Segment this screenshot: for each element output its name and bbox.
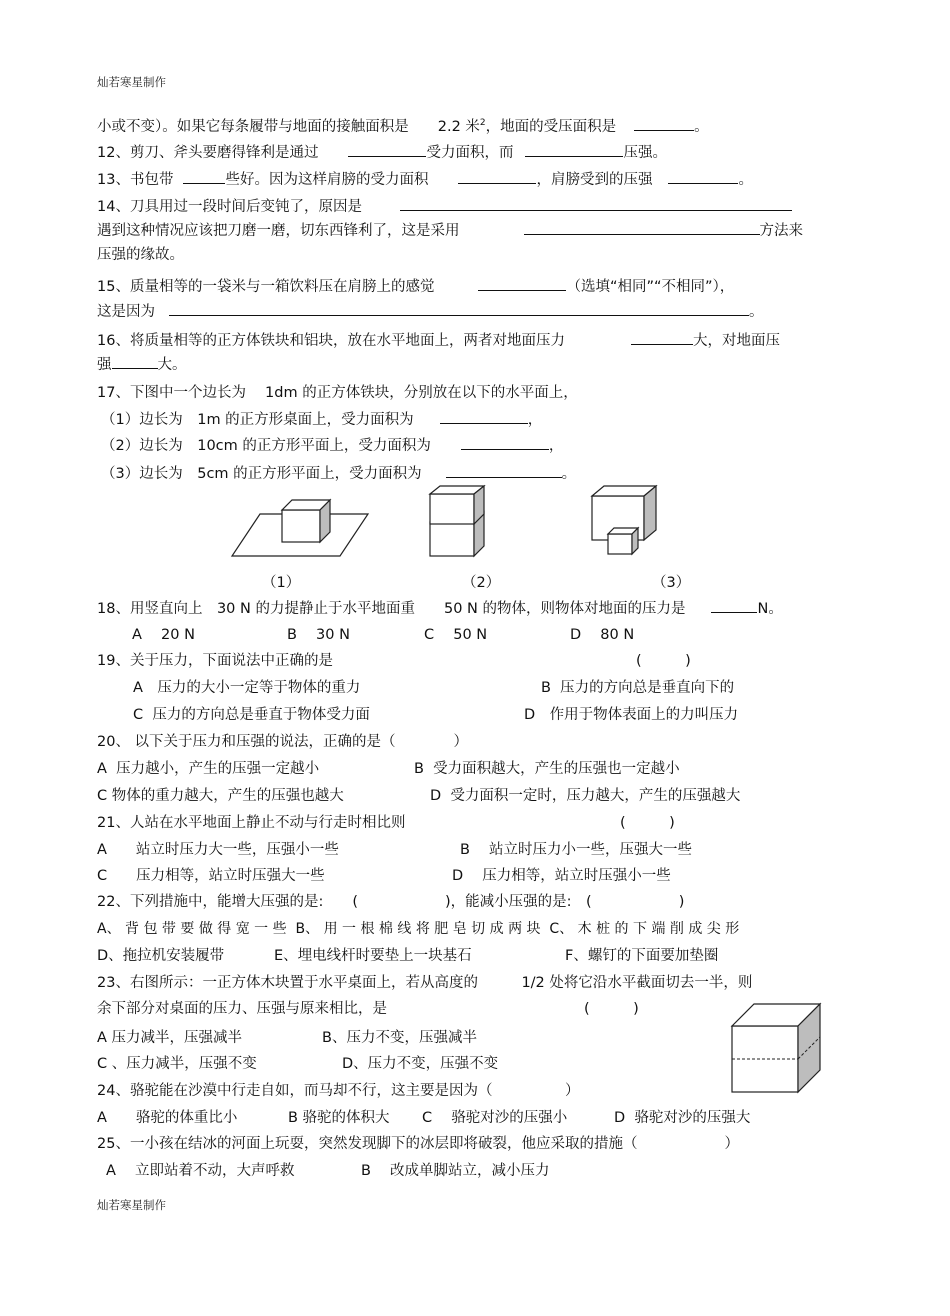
question-22-option-f: F、螺钉的下面要加垫圈 (565, 948, 719, 964)
question-18-option-d: D 80 N (570, 627, 635, 643)
footer-text: 灿若寒星制作 (97, 1198, 166, 1212)
question-14 (97, 196, 792, 217)
figure-3-caption: （3） (652, 575, 691, 591)
text: 这是因为 (97, 304, 155, 320)
text: ，肩膀受到的压强 (536, 172, 653, 188)
question-23-line2: 余下部分对桌面的压力、压强与原来相比，是 (97, 1001, 387, 1017)
question-19-option-d: D 作用于物体表面上的力叫压力 (524, 707, 739, 723)
question-20-option-b: B 受力面积越大，产生的压强也一定越小 (414, 761, 680, 777)
text: 。 (738, 172, 753, 188)
question-23-option-b: B、压力不变，压强减半 (322, 1030, 477, 1046)
text: 18、用竖直向上 30 N 的力提静止于水平地面重 50 N 的物体，则物体对地面的压力是 (97, 601, 686, 617)
text: ，地面的受压面积是 (485, 118, 617, 135)
blank (400, 196, 792, 211)
blank (631, 330, 693, 345)
question-14-line2 (97, 220, 803, 241)
text: （选填“相同”“不相同”）， (566, 279, 735, 295)
question-21-option-a: A 站立时压力大一些，压强小一些 (97, 842, 339, 858)
question-16 (97, 330, 780, 351)
text: （3）边长为 5cm 的正方形平面上，受力面积为 (101, 466, 422, 482)
blank (478, 276, 566, 291)
text: 15、质量相等的一袋米与一箱饮料压在肩膀上的感觉 (97, 279, 435, 295)
blank (711, 598, 757, 613)
question-17-3 (101, 463, 576, 484)
blank (634, 116, 694, 131)
text: ， (548, 438, 564, 454)
text: （1）边长为 1m 的正方形桌面上，受力面积为 (101, 412, 414, 428)
question-24-option-b: B 骆驼的体积大 (288, 1110, 390, 1126)
header-text: 灿若寒星制作 (97, 75, 166, 89)
question-22-options-abc: A、 背 包 带 要 做 得 宽 一 些 B、 用 一 根 棉 线 将 肥 皂 切 成 两 块 C、 木 桩 的 下 端 削 成 尖 形 (97, 921, 740, 937)
question-24: 24、骆驼能在沙漠中行走自如，而马却不行，这主要是因为（ ） (97, 1083, 580, 1099)
text: N。 (757, 601, 783, 617)
question-21-option-b: B 站立时压力小一些，压强大一些 (460, 842, 693, 858)
text: 大。 (157, 357, 187, 373)
question-22-option-e: E、埋电线杆时要垫上一块基石 (274, 948, 472, 964)
text: 。 (561, 466, 577, 482)
figure-3-cube-on-small-block (590, 484, 660, 558)
blank (524, 220, 760, 235)
question-23-option-c: C 、压力减半，压强不变 (97, 1056, 257, 1072)
question-18 (97, 598, 783, 619)
question-20-option-d: D 受力面积一定时，压力越大，产生的压强越大 (430, 788, 741, 804)
question-12 (97, 142, 667, 163)
question-17-1 (101, 409, 542, 430)
text: 14、刀具用过一段时间后变钝了，原因是 (97, 199, 362, 215)
question-19: 19、关于压力，下面说法中正确的是 (97, 653, 333, 669)
text: 12、剪刀、斧头要磨得锋利是通过 (97, 145, 319, 161)
text: 大，对地面压 (692, 333, 780, 349)
text: 。 (694, 118, 709, 135)
blank (440, 409, 528, 424)
text: 强 (97, 357, 112, 373)
question-17: 17、下图中一个边长为 1dm 的正方体铁块，分别放在以下的水平面上， (97, 385, 578, 401)
question-20: 20、 以下关于压力和压强的说法，正确的是（ ） (97, 734, 469, 750)
question-23-paren: ( ) (584, 1001, 639, 1017)
question-24-option-a: A 骆驼的体重比小 (97, 1110, 238, 1126)
question-14-line3: 压强的缘故。 (97, 247, 184, 263)
question-18-option-a: A 20 N (132, 627, 195, 643)
question-23-option-a: A 压力减半，压强减半 (97, 1030, 243, 1046)
question-19-option-c: C 压力的方向总是垂直于物体受力面 (133, 707, 370, 723)
line-continuation (97, 113, 709, 137)
text: 压强。 (623, 145, 667, 161)
text: ， (527, 412, 543, 428)
question-23: 23、右图所示：一正方体木块置于水平桌面上，若从高度的 1/2 处将它沿水平截面切去一半，则 (97, 975, 753, 991)
question-22-option-d: D、拖拉机安装履带 (97, 948, 225, 964)
blank (183, 169, 225, 184)
question-19-option-b: B 压力的方向总是垂直向下的 (541, 680, 735, 696)
text: 受力面积，而 (426, 145, 514, 161)
blank (169, 301, 749, 316)
text: 。 (749, 304, 764, 320)
blank (668, 169, 738, 184)
question-24-option-d: D 骆驼对沙的压强大 (614, 1110, 751, 1126)
text: 遇到这种情况应该把刀磨一磨，切东西锋利了，这是采用 (97, 223, 460, 239)
question-25: 25、一小孩在结冰的河面上玩耍，突然发现脚下的冰层即将破裂，他应采取的措施（ ） (97, 1136, 739, 1152)
question-18-option-b: B 30 N (287, 627, 350, 643)
question-21: 21、人站在水平地面上静止不动与行走时相比则 (97, 815, 406, 831)
question-19-paren: ( ) (636, 653, 691, 669)
superscript: 2 (479, 118, 486, 128)
blank (458, 169, 536, 184)
question-22: 22、下列措施中，能增大压强的是: ( )，能减小压强的是: ( ) (97, 894, 685, 910)
question-20-option-c: C 物体的重力越大，产生的压强也越大 (97, 788, 344, 804)
question-15 (97, 276, 734, 297)
question-18-option-c: C 50 N (424, 627, 488, 643)
figure-1-caption: （1） (262, 575, 301, 591)
figure-23-wooden-cube (728, 1000, 824, 1096)
blank (461, 435, 549, 450)
text: 小或不变）。如果它每条履带与地面的接触面积是 2.2 米 (97, 118, 480, 135)
question-20-option-a: A 压力越小，产生的压强一定越小 (97, 761, 320, 777)
blank (112, 354, 158, 369)
question-24-option-c: C 骆驼对沙的压强小 (422, 1110, 568, 1126)
question-25-option-b: B 改成单脚站立，减小压力 (361, 1163, 550, 1179)
text: 方法来 (759, 223, 803, 239)
text: 16、将质量相等的正方体铁块和铝块，放在水平地面上，两者对地面压力 (97, 333, 565, 349)
blank (446, 463, 562, 478)
question-21-paren: ( ) (620, 815, 675, 831)
text: 些好。因为这样肩膀的受力面积 (225, 172, 429, 188)
blank (525, 142, 623, 157)
text: 13、书包带 (97, 172, 174, 188)
figure-1-cube-on-table (230, 494, 370, 558)
question-16-line2 (97, 354, 187, 375)
blank (348, 142, 426, 157)
text: （2）边长为 10cm 的正方形平面上，受力面积为 (101, 438, 431, 454)
question-21-option-c: C 压力相等，站立时压强大一些 (97, 868, 325, 884)
question-15-line2 (97, 301, 764, 322)
question-13 (97, 169, 753, 190)
question-23-option-d: D、压力不变，压强不变 (342, 1056, 499, 1072)
question-21-option-d: D 压力相等，站立时压强小一些 (452, 868, 671, 884)
figure-2-stacked-cubes (428, 484, 488, 558)
figure-2-caption: （2） (462, 575, 501, 591)
question-17-2 (101, 435, 563, 456)
question-19-option-a: A 压力的大小一定等于物体的重力 (133, 680, 361, 696)
question-25-option-a: A 立即站着不动，大声呼救 (106, 1163, 295, 1179)
